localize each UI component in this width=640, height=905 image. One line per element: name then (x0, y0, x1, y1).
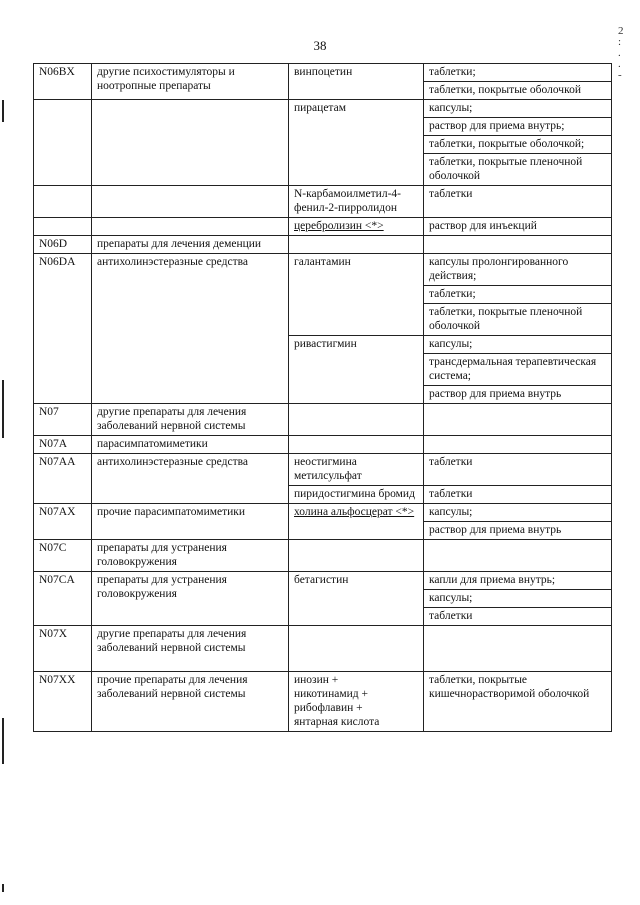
table-row (34, 404, 612, 436)
atc-code: N07C (34, 540, 92, 572)
group-name: прочие парасимпатомиметики (92, 504, 289, 540)
drug-name: винпоцетин (289, 64, 424, 100)
drug-name (289, 540, 424, 572)
atc-code: N07X (34, 626, 92, 672)
dosage-form: капсулы; (424, 504, 612, 522)
table-row (34, 504, 612, 522)
dosage-form: таблетки, покрытые оболочкой; (424, 136, 612, 154)
atc-code: N07AX (34, 504, 92, 540)
drug-table (33, 63, 612, 732)
dosage-form: капсулы пролонгированного действия; (424, 254, 612, 286)
dosage-form (424, 626, 612, 672)
dosage-form: раствор для инъекций (424, 218, 612, 236)
atc-code: N07CA (34, 572, 92, 626)
drug-name: галантамин (289, 254, 424, 336)
group-name (92, 186, 289, 218)
corner-scan-mark: 2 : . . - (618, 25, 623, 81)
dosage-form: капли для приема внутрь; (424, 572, 612, 590)
dosage-form: трансдермальная терапевтическая система; (424, 354, 612, 386)
dosage-form: таблетки, покрытые кишечнорастворимой оболочкой (424, 672, 612, 732)
atc-code (34, 218, 92, 236)
group-name: препараты для устранения головокружения (92, 572, 289, 626)
table-row (34, 454, 612, 486)
group-name: парасимпатомиметики (92, 436, 289, 454)
drug-name (289, 626, 424, 672)
dosage-form (424, 436, 612, 454)
atc-code (34, 186, 92, 218)
dosage-form: таблетки (424, 486, 612, 504)
dosage-form: капсулы; (424, 100, 612, 118)
table-row (34, 186, 612, 218)
dosage-form: таблетки (424, 608, 612, 626)
dosage-form: раствор для приема внутрь (424, 522, 612, 540)
scan-mark-middle (2, 380, 4, 438)
table-row (34, 254, 612, 286)
dosage-form: раствор для приема внутрь; (424, 118, 612, 136)
table-row (34, 218, 612, 236)
group-name: препараты для лечения деменции (92, 236, 289, 254)
scan-mark-bottom (2, 884, 4, 892)
atc-code: N06D (34, 236, 92, 254)
group-name: препараты для устранения головокружения (92, 540, 289, 572)
drug-name: N-карбамоилметил-4-фенил-2-пирролидон (289, 186, 424, 218)
dosage-form: таблетки (424, 186, 612, 218)
dosage-form (424, 236, 612, 254)
atc-code: N06BX (34, 64, 92, 100)
scan-mark-lower (2, 718, 4, 764)
drug-name: холина альфосцерат <*> (289, 504, 424, 540)
dosage-form: таблетки (424, 454, 612, 486)
table-row (34, 236, 612, 254)
table-row (34, 540, 612, 572)
table-row (34, 572, 612, 590)
group-name: антихолинэстеразные средства (92, 254, 289, 404)
dosage-form: раствор для приема внутрь (424, 386, 612, 404)
dosage-form (424, 404, 612, 436)
group-name (92, 218, 289, 236)
table-row (34, 672, 612, 732)
atc-code: N07XX (34, 672, 92, 732)
group-name: другие препараты для лечения заболеваний нервной системы (92, 404, 289, 436)
dosage-form: таблетки, покрытые пленочной оболочкой (424, 304, 612, 336)
dosage-form (424, 540, 612, 572)
drug-name (289, 436, 424, 454)
group-name: другие препараты для лечения заболеваний нервной системы (92, 626, 289, 672)
group-name: антихолинэстеразные средства (92, 454, 289, 504)
group-name (92, 100, 289, 186)
table-row (34, 64, 612, 82)
drug-name (289, 236, 424, 254)
atc-code: N07 (34, 404, 92, 436)
dosage-form: таблетки, покрытые оболочкой (424, 82, 612, 100)
drug-name: пиридостигмина бромид (289, 486, 424, 504)
dosage-form: капсулы; (424, 336, 612, 354)
scan-mark-top (2, 100, 4, 122)
drug-name (289, 404, 424, 436)
atc-code (34, 100, 92, 186)
dosage-form: капсулы; (424, 590, 612, 608)
table-row (34, 436, 612, 454)
atc-code: N07AA (34, 454, 92, 504)
table-row (34, 626, 612, 672)
page-number: 38 (313, 38, 327, 53)
drug-name: инозин + никотинамид + рибофлавин + янтарная кислота (289, 672, 424, 732)
drug-name: церебролизин <*> (289, 218, 424, 236)
dosage-form: таблетки; (424, 286, 612, 304)
table-row (34, 100, 612, 118)
drug-name: ривастигмин (289, 336, 424, 404)
drug-name: неостигмина метилсульфат (289, 454, 424, 486)
dosage-form: таблетки, покрытые пленочной оболочкой (424, 154, 612, 186)
drug-name: пирацетам (289, 100, 424, 186)
atc-code: N06DA (34, 254, 92, 404)
group-name: другие психостимуляторы и ноотропные препараты (92, 64, 289, 100)
group-name: прочие препараты для лечения заболеваний нервной системы (92, 672, 289, 732)
drug-name: бетагистин (289, 572, 424, 626)
dosage-form: таблетки; (424, 64, 612, 82)
atc-code: N07A (34, 436, 92, 454)
